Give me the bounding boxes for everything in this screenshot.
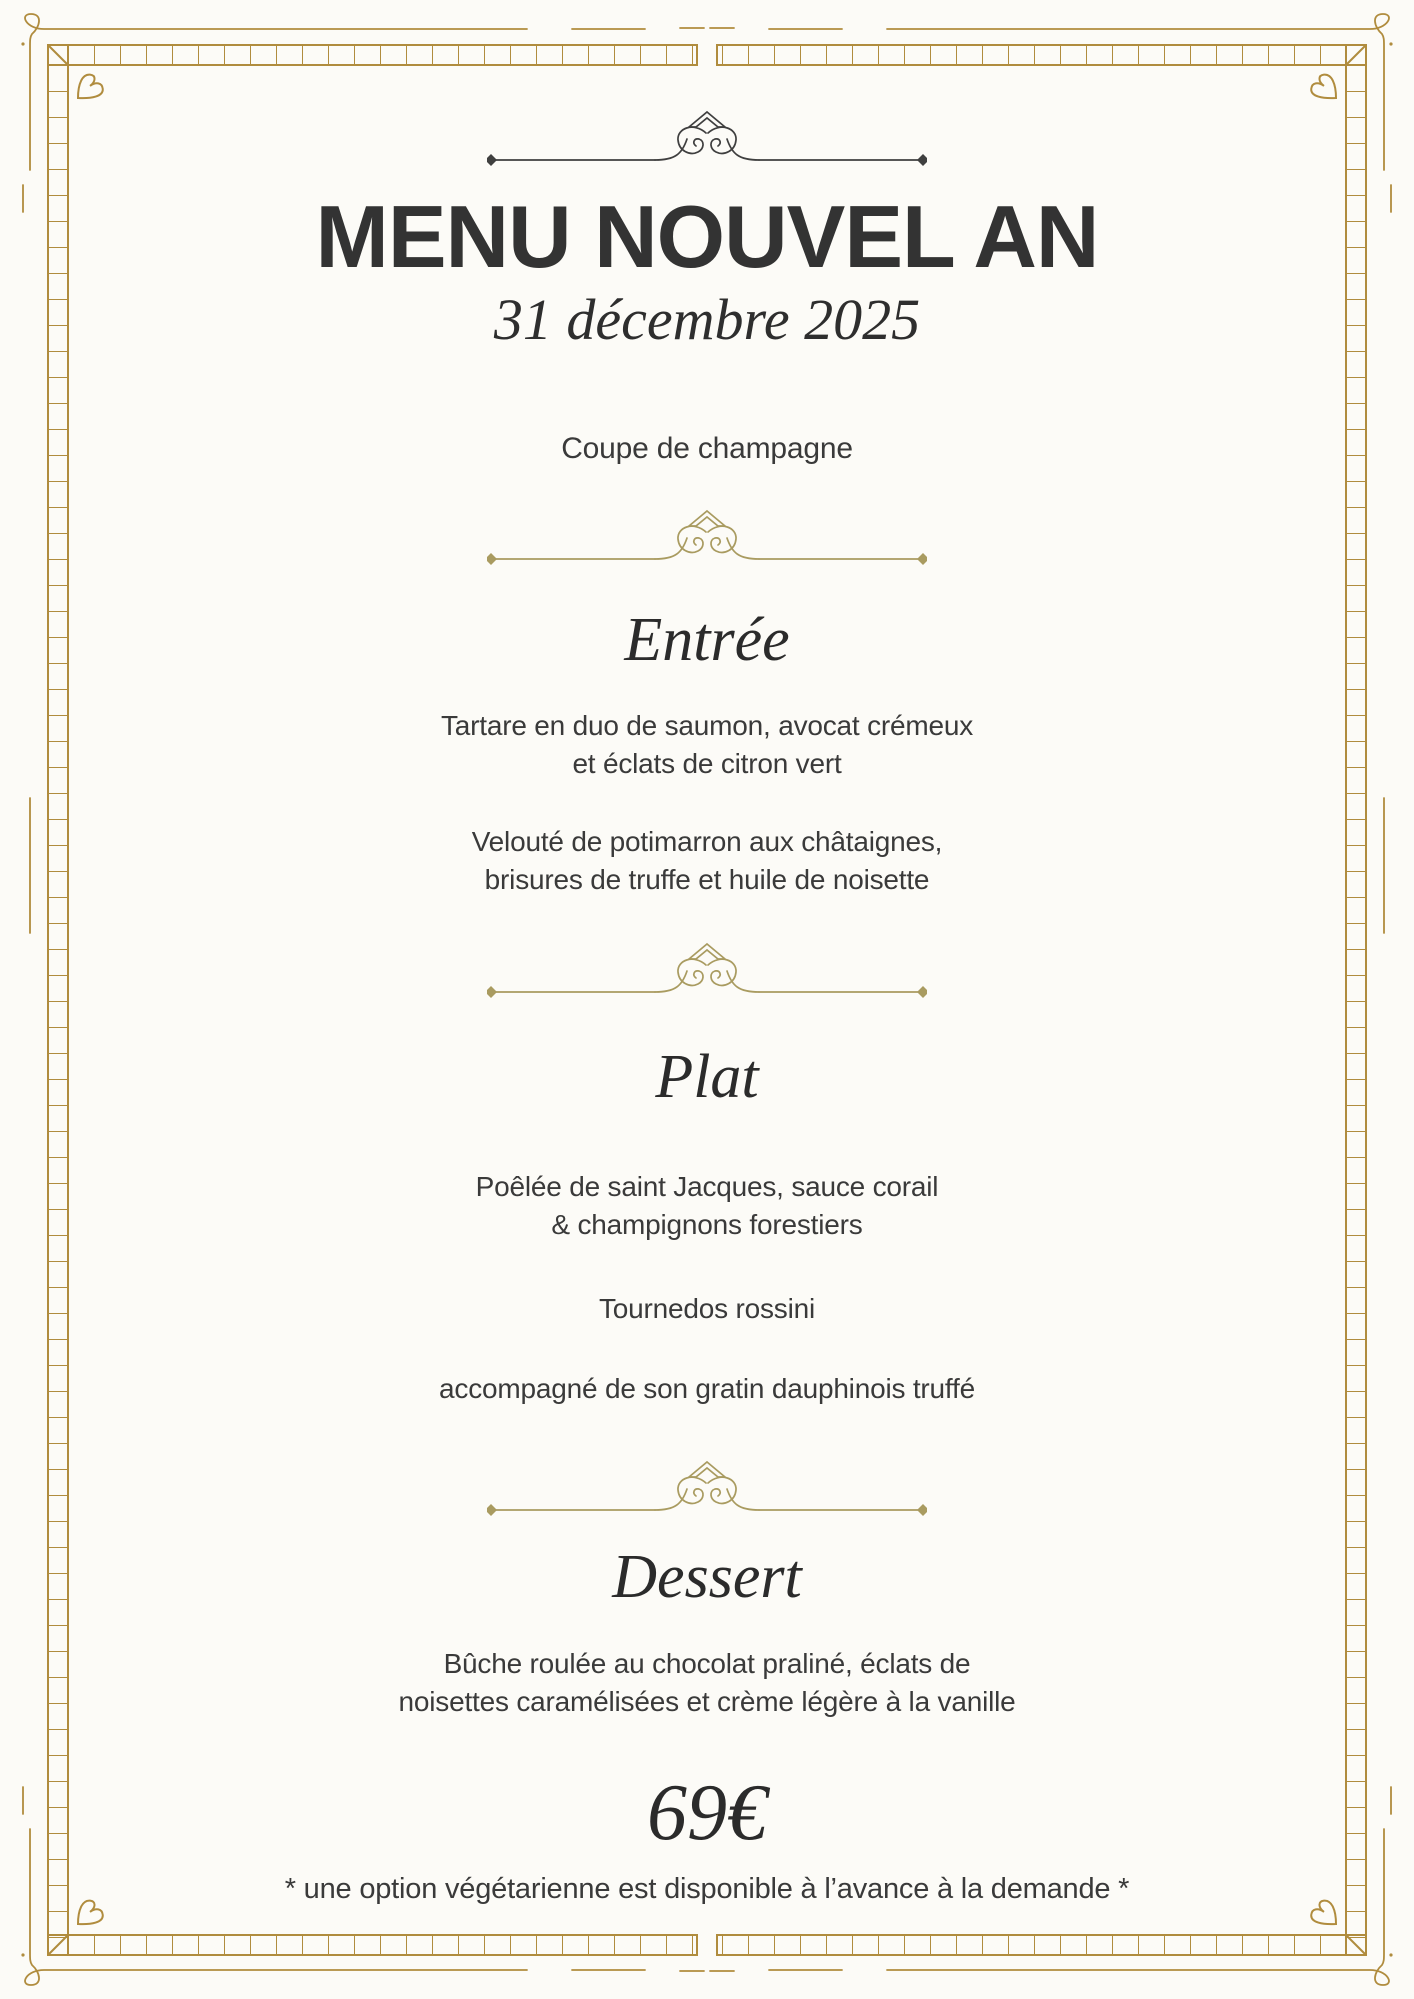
vegetarian-footnote: * une option végétarienne est disponible à l’avance à la demande * — [284, 1873, 1130, 1905]
menu-price: 69€ — [647, 1769, 767, 1857]
menu-item — [0, 823, 1414, 899]
divider-ornament-icon — [487, 1460, 927, 1522]
section-heading-plat: Plat — [655, 1043, 759, 1111]
header-divider-ornament-icon — [487, 110, 927, 172]
aperitif-item: Coupe de champagne — [561, 432, 853, 465]
menu-title: MENU NOUVEL AN — [315, 187, 1099, 286]
section-heading-dessert: Dessert — [612, 1543, 802, 1611]
divider-ornament-icon — [487, 509, 927, 571]
divider-ornament-icon — [487, 942, 927, 1004]
menu-item-line: Tournedos rossini — [598, 1293, 816, 1324]
menu-item — [0, 1370, 1414, 1408]
menu-item — [0, 1290, 1414, 1328]
menu-item-line: accompagné de son gratin dauphinois truffé — [439, 1373, 975, 1404]
menu-item — [0, 707, 1414, 783]
menu-item-line: et éclats de citron vert — [572, 748, 842, 779]
menu-item-line: Tartare en duo de saumon, avocat crémeux — [440, 710, 974, 741]
menu-item — [0, 1168, 1414, 1244]
menu-item-line: & champignons forestiers — [551, 1209, 863, 1240]
menu-item — [0, 1645, 1414, 1721]
menu-item-line: Velouté de potimarron aux châtaignes, — [471, 826, 943, 857]
section-heading-entree: Entrée — [624, 606, 790, 674]
menu-item-line: brisures de truffe et huile de noisette — [484, 864, 930, 895]
menu-item-line: noisettes caramélisées et crème légère à la vanille — [398, 1686, 1016, 1717]
menu-date: 31 décembre 2025 — [493, 287, 921, 352]
menu-item-line: Poêlée de saint Jacques, sauce corail — [475, 1171, 939, 1202]
menu-item-line: Bûche roulée au chocolat praliné, éclats de — [443, 1648, 971, 1679]
